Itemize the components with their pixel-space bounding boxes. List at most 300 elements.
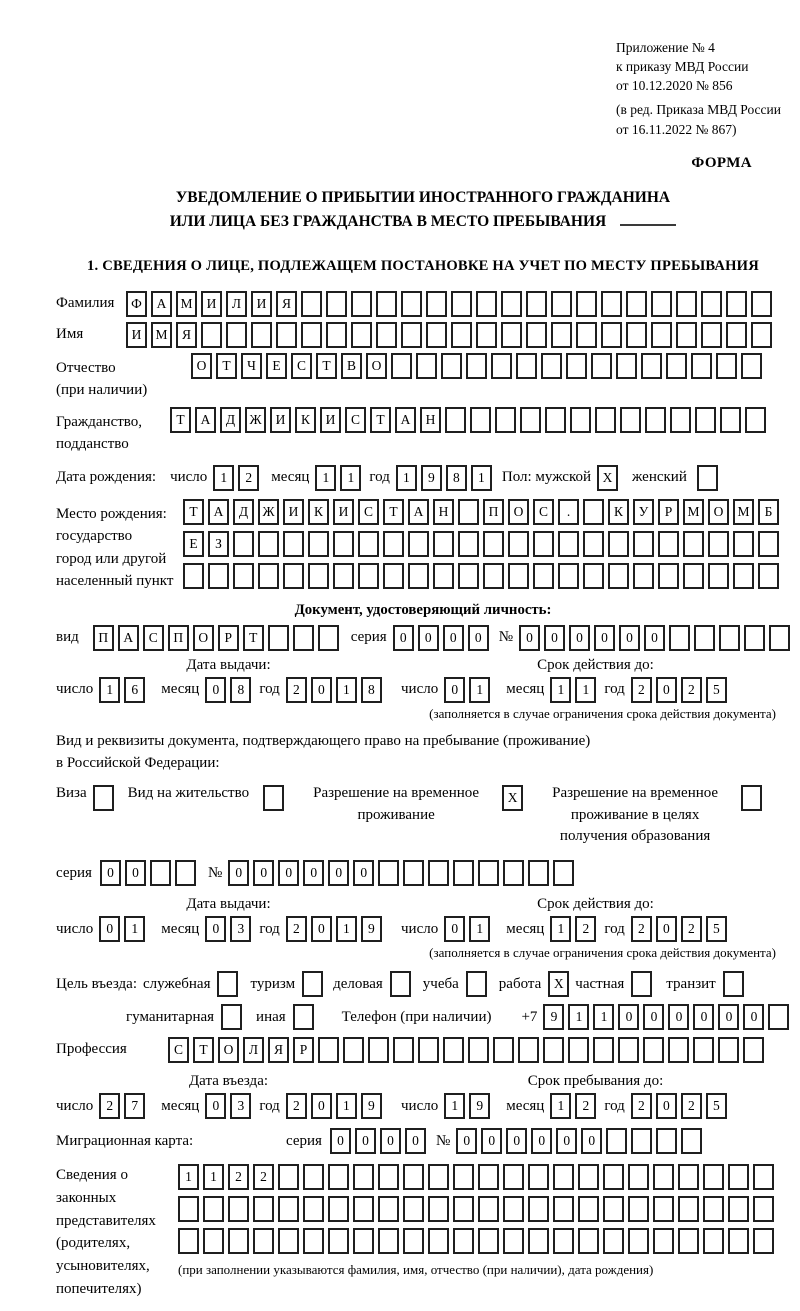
- cell[interactable]: Л: [226, 291, 247, 317]
- cell[interactable]: [226, 322, 247, 348]
- cell[interactable]: [703, 1228, 724, 1254]
- cell[interactable]: [744, 625, 765, 651]
- cell[interactable]: [221, 1004, 242, 1030]
- cell[interactable]: [458, 499, 479, 525]
- cell[interactable]: 3: [230, 916, 251, 942]
- cell[interactable]: [453, 860, 474, 886]
- cell[interactable]: [591, 353, 612, 379]
- birthplace-cells-row2[interactable]: [183, 531, 779, 557]
- cell[interactable]: П: [93, 625, 114, 651]
- cell[interactable]: [391, 353, 412, 379]
- cell[interactable]: [426, 291, 447, 317]
- cell[interactable]: С: [291, 353, 312, 379]
- cell[interactable]: О: [508, 499, 529, 525]
- cell[interactable]: 2: [575, 916, 596, 942]
- cell[interactable]: [426, 322, 447, 348]
- cell[interactable]: 0: [380, 1128, 401, 1154]
- cell[interactable]: [733, 563, 754, 589]
- cell[interactable]: 0: [506, 1128, 527, 1154]
- cell[interactable]: [626, 322, 647, 348]
- purpose-study-checkbox[interactable]: [466, 971, 487, 997]
- cell[interactable]: [503, 1164, 524, 1190]
- cell[interactable]: С: [168, 1037, 189, 1063]
- cell[interactable]: 8: [361, 677, 382, 703]
- birth-day-cells[interactable]: [213, 465, 259, 491]
- cell[interactable]: О: [366, 353, 387, 379]
- cell[interactable]: И: [251, 291, 272, 317]
- cell[interactable]: 3: [230, 1093, 251, 1119]
- cell[interactable]: Я: [176, 322, 197, 348]
- cell[interactable]: [545, 407, 566, 433]
- purpose-work-checkbox[interactable]: [548, 971, 569, 997]
- cell[interactable]: [175, 860, 196, 886]
- cell[interactable]: [468, 1037, 489, 1063]
- cell[interactable]: [451, 322, 472, 348]
- phone-cells[interactable]: [543, 1004, 789, 1030]
- cell[interactable]: [476, 291, 497, 317]
- cell[interactable]: [631, 1128, 652, 1154]
- cell[interactable]: [551, 291, 572, 317]
- cell[interactable]: [217, 971, 238, 997]
- cell[interactable]: [670, 407, 691, 433]
- cell[interactable]: [178, 1228, 199, 1254]
- cell[interactable]: 2: [681, 677, 702, 703]
- cell[interactable]: [526, 322, 547, 348]
- cell[interactable]: [378, 1196, 399, 1222]
- cell[interactable]: [408, 563, 429, 589]
- cell[interactable]: [503, 1228, 524, 1254]
- cell[interactable]: 9: [543, 1004, 564, 1030]
- cell[interactable]: [728, 1164, 749, 1190]
- cell[interactable]: [466, 353, 487, 379]
- purpose-private-checkbox[interactable]: [631, 971, 652, 997]
- cell[interactable]: [203, 1196, 224, 1222]
- cell[interactable]: [726, 291, 747, 317]
- doc-issue-day-cells[interactable]: [99, 677, 145, 703]
- stay-month-cells[interactable]: [550, 1093, 596, 1119]
- cell[interactable]: [758, 563, 779, 589]
- cell[interactable]: 5: [706, 1093, 727, 1119]
- cell[interactable]: Е: [183, 531, 204, 557]
- cell[interactable]: [428, 1228, 449, 1254]
- cell[interactable]: [697, 465, 718, 491]
- cell[interactable]: О: [193, 625, 214, 651]
- cell[interactable]: [516, 353, 537, 379]
- birthplace-cells-row3[interactable]: [183, 563, 779, 589]
- cell[interactable]: М: [733, 499, 754, 525]
- cell[interactable]: [258, 563, 279, 589]
- cell[interactable]: 2: [631, 1093, 652, 1119]
- cell[interactable]: Ж: [245, 407, 266, 433]
- cell[interactable]: [478, 1228, 499, 1254]
- cell[interactable]: 0: [718, 1004, 739, 1030]
- cell[interactable]: [578, 1228, 599, 1254]
- cell[interactable]: [233, 531, 254, 557]
- cell[interactable]: 0: [619, 625, 640, 651]
- cell[interactable]: [751, 291, 772, 317]
- cell[interactable]: 0: [328, 860, 349, 886]
- cell[interactable]: [293, 1004, 314, 1030]
- cell[interactable]: 2: [99, 1093, 120, 1119]
- cell[interactable]: 0: [253, 860, 274, 886]
- cell[interactable]: [633, 531, 654, 557]
- cell[interactable]: А: [395, 407, 416, 433]
- cell[interactable]: [693, 1037, 714, 1063]
- cell[interactable]: [483, 531, 504, 557]
- cell[interactable]: [258, 531, 279, 557]
- representatives-cells-row1[interactable]: [178, 1164, 774, 1190]
- cell[interactable]: 1: [315, 465, 336, 491]
- cell[interactable]: X: [597, 465, 618, 491]
- cell[interactable]: 1: [336, 916, 357, 942]
- cell[interactable]: [458, 563, 479, 589]
- cell[interactable]: М: [683, 499, 704, 525]
- cell[interactable]: [378, 1228, 399, 1254]
- cell[interactable]: [453, 1164, 474, 1190]
- cell[interactable]: [401, 291, 422, 317]
- cell[interactable]: 0: [456, 1128, 477, 1154]
- cell[interactable]: Ф: [126, 291, 147, 317]
- cell[interactable]: 9: [361, 916, 382, 942]
- cell[interactable]: 1: [575, 677, 596, 703]
- cell[interactable]: 0: [693, 1004, 714, 1030]
- permit-series-cells[interactable]: [100, 860, 196, 886]
- cell[interactable]: [566, 353, 587, 379]
- cell[interactable]: Т: [316, 353, 337, 379]
- cell[interactable]: К: [608, 499, 629, 525]
- cell[interactable]: [653, 1164, 674, 1190]
- cell[interactable]: [720, 407, 741, 433]
- cell[interactable]: [576, 291, 597, 317]
- cell[interactable]: 0: [205, 916, 226, 942]
- cell[interactable]: 0: [205, 1093, 226, 1119]
- cell[interactable]: 1: [99, 677, 120, 703]
- cell[interactable]: [651, 291, 672, 317]
- cell[interactable]: [433, 531, 454, 557]
- birth-month-cells[interactable]: [315, 465, 361, 491]
- cell[interactable]: [683, 531, 704, 557]
- migration-number-cells[interactable]: [456, 1128, 702, 1154]
- cell[interactable]: А: [151, 291, 172, 317]
- cell[interactable]: 1: [469, 677, 490, 703]
- cell[interactable]: [251, 322, 272, 348]
- cell[interactable]: [658, 563, 679, 589]
- cell[interactable]: 1: [336, 1093, 357, 1119]
- cell[interactable]: А: [408, 499, 429, 525]
- cell[interactable]: Л: [243, 1037, 264, 1063]
- cell[interactable]: 0: [656, 1093, 677, 1119]
- cell[interactable]: 0: [444, 916, 465, 942]
- cell[interactable]: [533, 531, 554, 557]
- cell[interactable]: [528, 1228, 549, 1254]
- cell[interactable]: [618, 1037, 639, 1063]
- cell[interactable]: X: [548, 971, 569, 997]
- cell[interactable]: С: [345, 407, 366, 433]
- cell[interactable]: [526, 291, 547, 317]
- cell[interactable]: [631, 971, 652, 997]
- cell[interactable]: [718, 1037, 739, 1063]
- cell[interactable]: [553, 860, 574, 886]
- cell[interactable]: [302, 971, 323, 997]
- cell[interactable]: 2: [228, 1164, 249, 1190]
- cell[interactable]: 0: [303, 860, 324, 886]
- cell[interactable]: [208, 563, 229, 589]
- cell[interactable]: 2: [575, 1093, 596, 1119]
- cell[interactable]: [678, 1228, 699, 1254]
- cell[interactable]: [403, 1196, 424, 1222]
- cell[interactable]: Т: [193, 1037, 214, 1063]
- cell[interactable]: [328, 1196, 349, 1222]
- cell[interactable]: [533, 563, 554, 589]
- cell[interactable]: [695, 407, 716, 433]
- cell[interactable]: [376, 322, 397, 348]
- cell[interactable]: [741, 785, 762, 811]
- cell[interactable]: [368, 1037, 389, 1063]
- cell[interactable]: О: [708, 499, 729, 525]
- cell[interactable]: 8: [230, 677, 251, 703]
- cell[interactable]: [553, 1164, 574, 1190]
- cell[interactable]: [633, 563, 654, 589]
- cell[interactable]: [570, 407, 591, 433]
- cell[interactable]: Т: [243, 625, 264, 651]
- cell[interactable]: О: [191, 353, 212, 379]
- cell[interactable]: [583, 563, 604, 589]
- cell[interactable]: [358, 563, 379, 589]
- cell[interactable]: Т: [170, 407, 191, 433]
- cell[interactable]: К: [308, 499, 329, 525]
- cell[interactable]: [716, 353, 737, 379]
- cell[interactable]: 0: [443, 625, 464, 651]
- cell[interactable]: [343, 1037, 364, 1063]
- cell[interactable]: [543, 1037, 564, 1063]
- cell[interactable]: 0: [468, 625, 489, 651]
- cell[interactable]: Т: [383, 499, 404, 525]
- cell[interactable]: 0: [125, 860, 146, 886]
- cell[interactable]: [428, 860, 449, 886]
- cell[interactable]: 2: [681, 916, 702, 942]
- cell[interactable]: [733, 531, 754, 557]
- cell[interactable]: А: [195, 407, 216, 433]
- cell[interactable]: [601, 291, 622, 317]
- cell[interactable]: 1: [444, 1093, 465, 1119]
- cell[interactable]: С: [358, 499, 379, 525]
- cell[interactable]: [308, 563, 329, 589]
- cell[interactable]: К: [295, 407, 316, 433]
- cell[interactable]: [528, 1196, 549, 1222]
- visa-checkbox[interactable]: [93, 785, 114, 811]
- representatives-cells-row3[interactable]: [178, 1228, 774, 1254]
- cell[interactable]: [283, 563, 304, 589]
- cell[interactable]: [528, 860, 549, 886]
- cell[interactable]: [451, 291, 472, 317]
- cell[interactable]: [553, 1228, 574, 1254]
- patronymic-cells[interactable]: [191, 353, 762, 379]
- purpose-transit-checkbox[interactable]: [723, 971, 744, 997]
- cell[interactable]: 1: [568, 1004, 589, 1030]
- cell[interactable]: [351, 322, 372, 348]
- cell[interactable]: [326, 322, 347, 348]
- cell[interactable]: [628, 1228, 649, 1254]
- stay-year-cells[interactable]: [631, 1093, 727, 1119]
- cell[interactable]: 1: [178, 1164, 199, 1190]
- cell[interactable]: [603, 1196, 624, 1222]
- profession-cells[interactable]: [168, 1037, 764, 1063]
- purpose-business-checkbox[interactable]: [390, 971, 411, 997]
- cell[interactable]: [583, 499, 604, 525]
- cell[interactable]: 0: [444, 677, 465, 703]
- cell[interactable]: [568, 1037, 589, 1063]
- cell[interactable]: 2: [253, 1164, 274, 1190]
- cell[interactable]: [228, 1196, 249, 1222]
- cell[interactable]: 6: [124, 677, 145, 703]
- cell[interactable]: С: [533, 499, 554, 525]
- cell[interactable]: [678, 1196, 699, 1222]
- cell[interactable]: [701, 291, 722, 317]
- cell[interactable]: И: [201, 291, 222, 317]
- cell[interactable]: [253, 1196, 274, 1222]
- cell[interactable]: [558, 563, 579, 589]
- cell[interactable]: [428, 1164, 449, 1190]
- cell[interactable]: 1: [593, 1004, 614, 1030]
- cell[interactable]: [308, 531, 329, 557]
- cell[interactable]: [719, 625, 740, 651]
- cell[interactable]: А: [118, 625, 139, 651]
- cell[interactable]: 0: [311, 1093, 332, 1119]
- purpose-tourism-checkbox[interactable]: [302, 971, 323, 997]
- cell[interactable]: .: [558, 499, 579, 525]
- cell[interactable]: [318, 625, 339, 651]
- cell[interactable]: 0: [393, 625, 414, 651]
- cell[interactable]: 2: [286, 677, 307, 703]
- cell[interactable]: 0: [205, 677, 226, 703]
- cell[interactable]: [576, 322, 597, 348]
- cell[interactable]: [658, 531, 679, 557]
- entry-day-cells[interactable]: [99, 1093, 145, 1119]
- cell[interactable]: [458, 531, 479, 557]
- cell[interactable]: Р: [218, 625, 239, 651]
- cell[interactable]: Д: [220, 407, 241, 433]
- cell[interactable]: Е: [266, 353, 287, 379]
- representatives-cells-row2[interactable]: [178, 1196, 774, 1222]
- cell[interactable]: 1: [336, 677, 357, 703]
- cell[interactable]: [669, 625, 690, 651]
- cell[interactable]: М: [151, 322, 172, 348]
- cell[interactable]: [301, 322, 322, 348]
- cell[interactable]: [641, 353, 662, 379]
- cell[interactable]: [383, 563, 404, 589]
- cell[interactable]: [203, 1228, 224, 1254]
- cell[interactable]: [318, 1037, 339, 1063]
- cell[interactable]: 0: [278, 860, 299, 886]
- cell[interactable]: [276, 322, 297, 348]
- cell[interactable]: 0: [743, 1004, 764, 1030]
- cell[interactable]: [495, 407, 516, 433]
- cell[interactable]: 0: [544, 625, 565, 651]
- cell[interactable]: 0: [581, 1128, 602, 1154]
- cell[interactable]: 9: [361, 1093, 382, 1119]
- cell[interactable]: [708, 531, 729, 557]
- entry-month-cells[interactable]: [205, 1093, 251, 1119]
- cell[interactable]: 0: [228, 860, 249, 886]
- cell[interactable]: [351, 291, 372, 317]
- cell[interactable]: [603, 1164, 624, 1190]
- cell[interactable]: [508, 531, 529, 557]
- cell[interactable]: [626, 291, 647, 317]
- cell[interactable]: [728, 1228, 749, 1254]
- cell[interactable]: [703, 1164, 724, 1190]
- cell[interactable]: Т: [183, 499, 204, 525]
- cell[interactable]: [326, 291, 347, 317]
- cell[interactable]: 0: [644, 625, 665, 651]
- cell[interactable]: Б: [758, 499, 779, 525]
- cell[interactable]: [503, 860, 524, 886]
- cell[interactable]: [606, 1128, 627, 1154]
- cell[interactable]: [583, 531, 604, 557]
- cell[interactable]: 9: [421, 465, 442, 491]
- cell[interactable]: 2: [286, 916, 307, 942]
- cell[interactable]: Д: [233, 499, 254, 525]
- migration-series-cells[interactable]: [330, 1128, 426, 1154]
- cell[interactable]: [694, 625, 715, 651]
- cell[interactable]: 1: [550, 1093, 571, 1119]
- cell[interactable]: [478, 1164, 499, 1190]
- cell[interactable]: [443, 1037, 464, 1063]
- cell[interactable]: [578, 1164, 599, 1190]
- cell[interactable]: Т: [370, 407, 391, 433]
- cell[interactable]: [691, 353, 712, 379]
- purpose-official-checkbox[interactable]: [217, 971, 238, 997]
- cell[interactable]: [233, 563, 254, 589]
- cell[interactable]: [608, 563, 629, 589]
- citizenship-cells[interactable]: [170, 407, 766, 433]
- cell[interactable]: 1: [469, 916, 490, 942]
- cell[interactable]: [676, 291, 697, 317]
- cell[interactable]: 0: [355, 1128, 376, 1154]
- cell[interactable]: [501, 322, 522, 348]
- cell[interactable]: [653, 1228, 674, 1254]
- doc-issue-year-cells[interactable]: [286, 677, 382, 703]
- cell[interactable]: Ч: [241, 353, 262, 379]
- cell[interactable]: [478, 860, 499, 886]
- cell[interactable]: [403, 1164, 424, 1190]
- cell[interactable]: 0: [99, 916, 120, 942]
- cell[interactable]: 2: [286, 1093, 307, 1119]
- cell[interactable]: 0: [100, 860, 121, 886]
- cell[interactable]: 0: [330, 1128, 351, 1154]
- cell[interactable]: [283, 531, 304, 557]
- cell[interactable]: [593, 1037, 614, 1063]
- cell[interactable]: 0: [418, 625, 439, 651]
- cell[interactable]: [278, 1228, 299, 1254]
- cell[interactable]: [751, 322, 772, 348]
- cell[interactable]: [683, 563, 704, 589]
- temp-residence-edu-checkbox[interactable]: [741, 785, 762, 811]
- cell[interactable]: 0: [594, 625, 615, 651]
- cell[interactable]: [758, 531, 779, 557]
- cell[interactable]: [263, 785, 284, 811]
- cell[interactable]: [728, 1196, 749, 1222]
- cell[interactable]: [470, 407, 491, 433]
- cell[interactable]: С: [143, 625, 164, 651]
- permit-number-cells[interactable]: [228, 860, 574, 886]
- cell[interactable]: 2: [631, 677, 652, 703]
- cell[interactable]: 0: [405, 1128, 426, 1154]
- cell[interactable]: [445, 407, 466, 433]
- cell[interactable]: Н: [420, 407, 441, 433]
- cell[interactable]: [541, 353, 562, 379]
- cell[interactable]: И: [320, 407, 341, 433]
- cell[interactable]: [678, 1164, 699, 1190]
